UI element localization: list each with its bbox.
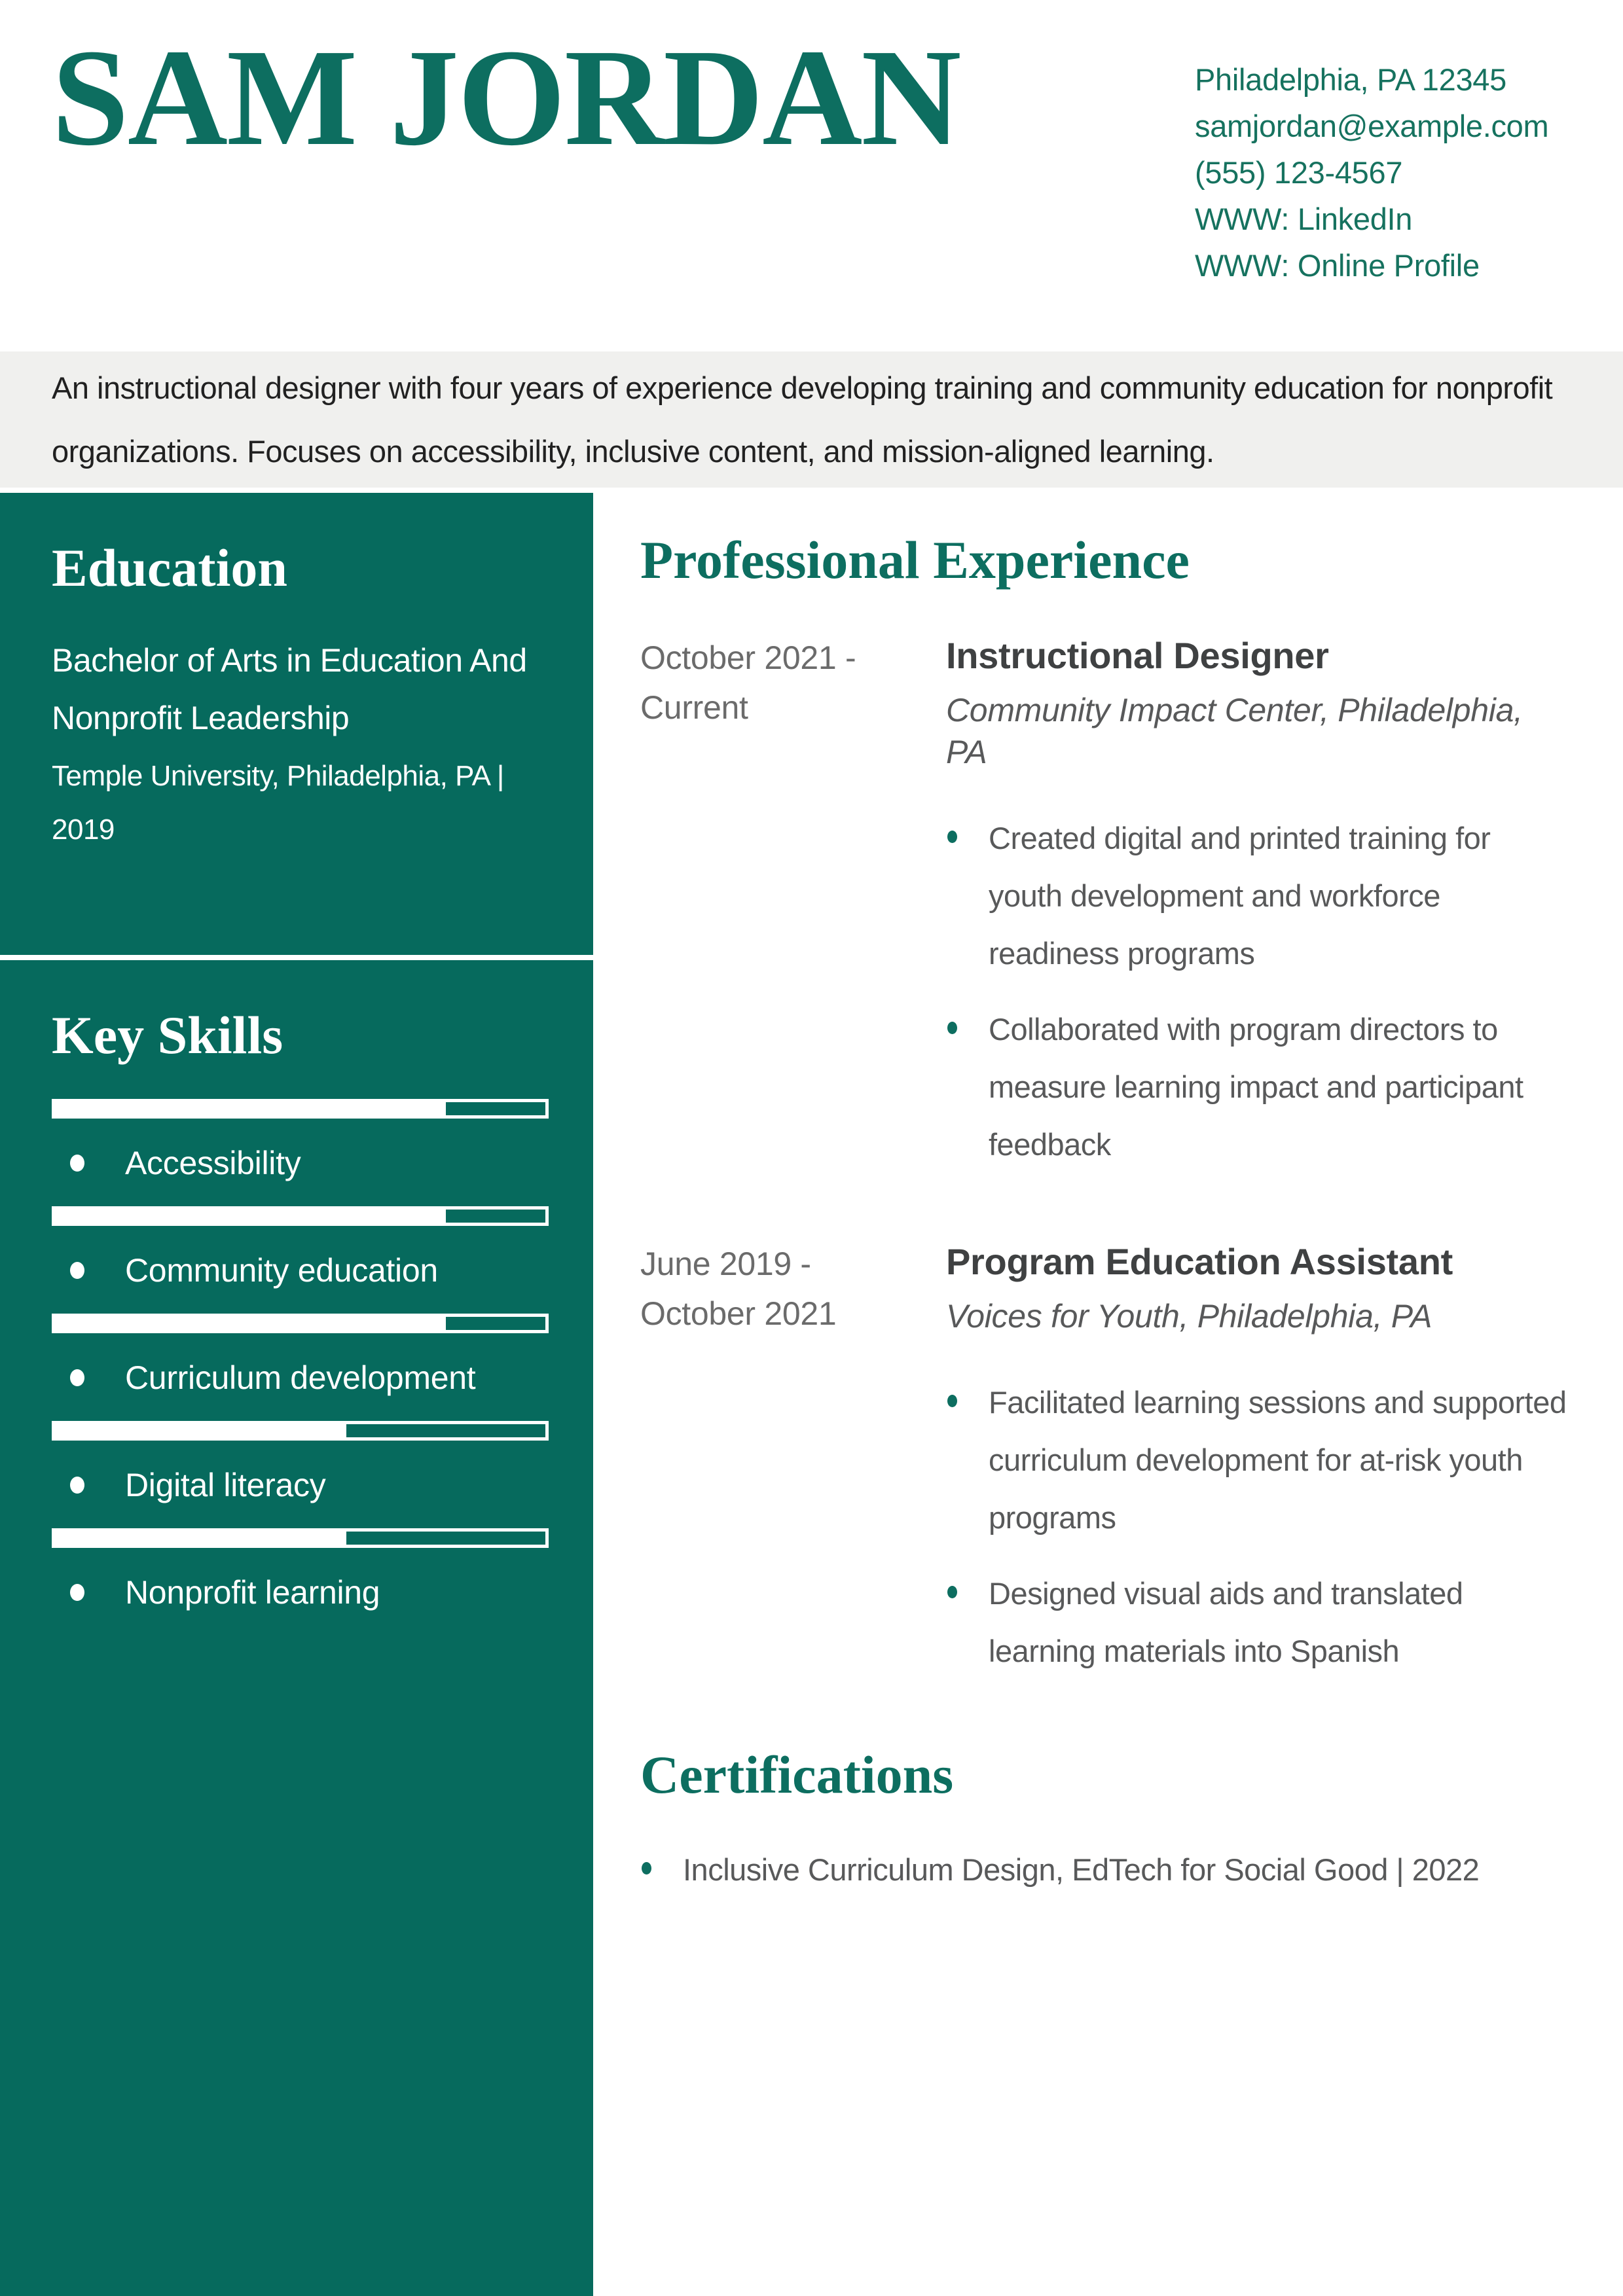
contact-line: (555) 123-4567 <box>1195 155 1403 190</box>
job-bullet-text: Facilitated learning sessions and supported curriculum development for at-risk youth programs <box>989 1385 1567 1535</box>
key-skills-heading: Key Skills <box>52 1005 283 1066</box>
jobs-list <box>640 633 1571 1698</box>
experience-heading: Professional Experience <box>640 530 1190 590</box>
job-bullets <box>946 1374 1571 1680</box>
skill-bar-remainder <box>346 1424 545 1437</box>
bullet-icon <box>70 1369 84 1386</box>
certifications-list <box>640 1841 1571 1899</box>
bullet-icon <box>70 1262 84 1279</box>
skill-label: Accessibility <box>125 1145 301 1182</box>
summary-text: An instructional designer with four years of experience developing training and community education for nonprofit organizations. Focuses on accessibility, inclusive content, and mission-aligned learning. <box>52 370 1553 469</box>
bullet-icon <box>642 1862 651 1874</box>
contact-block <box>1195 56 1571 289</box>
job-entry <box>640 1239 1571 1698</box>
job-bullet <box>946 1374 1571 1547</box>
skill-bar-remainder <box>446 1317 545 1330</box>
bullet-icon <box>947 1395 957 1407</box>
skill-label-row <box>52 1145 549 1181</box>
job-body <box>946 1239 1571 1698</box>
skill-label-row <box>52 1252 549 1289</box>
skill-bar-remainder <box>446 1210 545 1223</box>
skill-level-bar <box>52 1421 549 1441</box>
bullet-icon <box>947 831 957 843</box>
skill-item <box>52 1099 549 1181</box>
sidebar <box>0 493 593 2296</box>
job-title: Program Education Assistant <box>946 1241 1453 1283</box>
education-section <box>0 493 593 955</box>
job-bullet-text: Created digital and printed training for youth development and workforce readiness programs <box>989 821 1491 971</box>
education-heading: Education <box>52 538 287 598</box>
skill-label-row <box>52 1359 549 1396</box>
job-company: Voices for Youth, Philadelphia, PA <box>946 1298 1432 1335</box>
job-bullet-text: Designed visual aids and translated learning materials into Spanish <box>989 1576 1463 1669</box>
certification-text: Inclusive Curriculum Design, EdTech for Social Good | 2022 <box>683 1852 1480 1888</box>
education-school: Temple University, Philadelphia, PA | 2019 <box>52 760 504 846</box>
skill-item <box>52 1314 549 1396</box>
job-title: Instructional Designer <box>946 635 1329 677</box>
skill-level-bar <box>52 1099 549 1119</box>
certifications-heading: Certifications <box>640 1745 954 1805</box>
skill-label-row <box>52 1574 549 1611</box>
skill-bar-remainder <box>346 1532 545 1545</box>
job-dates: June 2019 - October 2021 <box>640 1246 837 1333</box>
contact-line: WWW: Online Profile <box>1195 248 1480 283</box>
skill-label: Digital literacy <box>125 1467 326 1504</box>
job-bullet <box>946 1565 1571 1680</box>
job-body <box>946 633 1571 1192</box>
skill-label: Curriculum development <box>125 1359 476 1397</box>
skill-label: Community education <box>125 1252 438 1289</box>
main-column <box>593 493 1623 2296</box>
bullet-icon <box>70 1155 84 1172</box>
job-entry <box>640 633 1571 1192</box>
sidebar-divider <box>0 955 593 960</box>
bullet-icon <box>947 1022 957 1034</box>
header <box>0 0 1623 351</box>
bullet-icon <box>947 1586 957 1598</box>
bullet-icon <box>70 1584 84 1601</box>
skills-list <box>52 1099 549 1611</box>
contact-line: WWW: LinkedIn <box>1195 202 1413 236</box>
education-degree: Bachelor of Arts in Education And Nonprofit Leadership <box>52 642 527 737</box>
skill-bar-remainder <box>446 1102 545 1115</box>
skill-level-bar <box>52 1314 549 1333</box>
skill-level-bar <box>52 1206 549 1226</box>
job-bullet <box>946 1001 1571 1174</box>
skill-label-row <box>52 1467 549 1503</box>
candidate-name: SAM JORDAN <box>52 20 960 174</box>
job-bullet-text: Collaborated with program directors to measure learning impact and participant feedback <box>989 1012 1523 1162</box>
job-company: Community Impact Center, Philadelphia, PA <box>946 692 1523 771</box>
content-columns <box>0 493 1623 2296</box>
job-bullets <box>946 810 1571 1174</box>
contact-line: Philadelphia, PA 12345 <box>1195 62 1506 97</box>
skill-label: Nonprofit learning <box>125 1574 380 1611</box>
summary-band <box>0 351 1623 488</box>
skill-item <box>52 1206 549 1289</box>
key-skills-section <box>0 960 593 2296</box>
job-bullet <box>946 810 1571 982</box>
bullet-icon <box>70 1477 84 1494</box>
job-dates: October 2021 - Current <box>640 639 856 726</box>
contact-line: samjordan@example.com <box>1195 109 1549 143</box>
skill-level-bar <box>52 1528 549 1548</box>
skill-item <box>52 1421 549 1503</box>
certification-item <box>640 1841 1571 1899</box>
skill-item <box>52 1528 549 1611</box>
